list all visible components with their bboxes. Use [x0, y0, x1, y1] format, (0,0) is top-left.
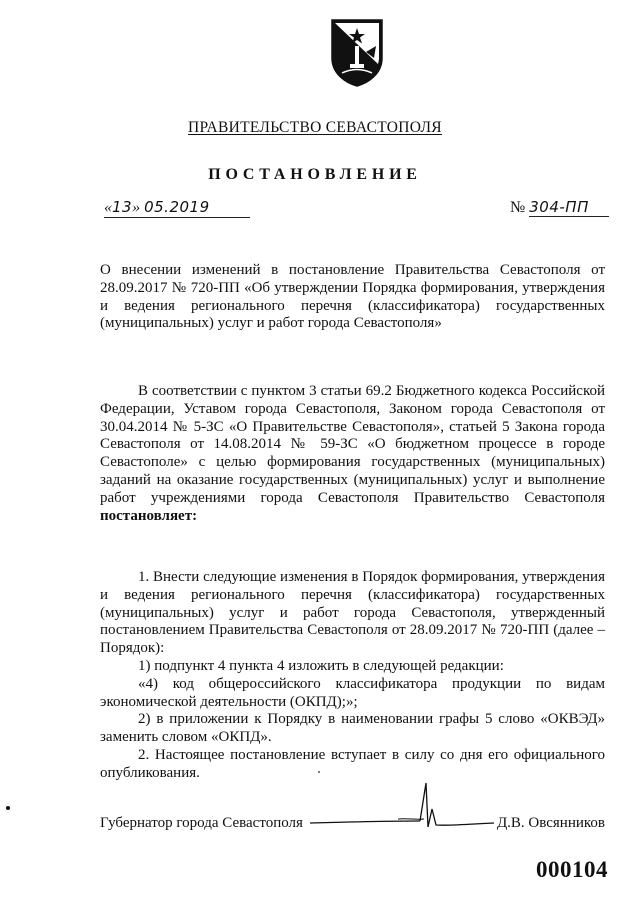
- decree-item: 2. Настоящее постановление вступает в силу со дня его официального опубликования.: [100, 746, 605, 781]
- document-number: [510, 198, 609, 217]
- date-close-quote: »: [132, 199, 141, 216]
- number-value: 304-ПП: [529, 198, 609, 217]
- preamble-text: В соответствии с пунктом 3 статьи 69.2 Бюджетного кодекса Российской Федерации, Уставом города Севастополя, Законом города Севастополя от 30.04.2014 № 5-ЗС «О Правительстве Севастополя», статьей 5 Закона города Севастополя от 14.08.2014 № 59-ЗС «О бюджетном процессе в городе Севастополе» с целью формирования государственных (муниципальных) заданий на оказание государственных (муниципальных) услуг и выполнение работ учреждениями города Севастополя Правительство Севастополя: [100, 383, 605, 506]
- signer-position: Губернатор города Севастополя: [100, 815, 303, 831]
- date-open-quote: «: [104, 199, 112, 216]
- date-day: 13: [112, 198, 133, 216]
- handwritten-signature: [308, 775, 498, 845]
- preamble: [100, 383, 605, 525]
- scan-mark: [6, 806, 10, 810]
- document-date: [104, 198, 250, 218]
- scan-mark: [318, 771, 320, 773]
- registration-number: 000104: [536, 857, 608, 882]
- decree-word: постановляет:: [100, 507, 198, 524]
- date-month-year: 05.2019: [144, 198, 210, 216]
- decree-item: «4) код общероссийского классификатора продукции по видам экономической деятельности (ОКПД);»;: [100, 675, 605, 710]
- signer-name: Д.В. Овсянников: [496, 815, 605, 831]
- document-type: ПОСТАНОВЛЕНИЕ: [208, 166, 422, 183]
- preamble-paragraph: [100, 383, 605, 525]
- subject-text: О внесении изменений в постановление Правительства Севастополя от 28.09.2017 № 720-ПП «Об утверждении Порядка формирования, утверждения и ведения регионального перечня (классификатора) государственных (муниципальных) услуг и работ города Севастополя»: [100, 262, 605, 332]
- decree-item: 1. Внести следующие изменения в Порядок формирования, утверждения и ведения регионального перечня (классификатора) государственных (муниципальных) услуг и работ города Севастополя, утвержденный постановлением Правительства Севастополя от 28.09.2017 № 720-ПП (далее – Порядок):: [100, 569, 605, 657]
- decree-items: [100, 569, 605, 783]
- decree-item: 2) в приложении к Порядку в наименовании графы 5 слово «ОКВЭД» заменить словом «ОКПД».: [100, 711, 605, 746]
- government-title: ПРАВИТЕЛЬСТВО СЕВАСТОПОЛЯ: [188, 119, 442, 136]
- number-label: №: [510, 199, 526, 216]
- sevastopol-coat-of-arms-icon: [330, 18, 384, 88]
- decree-item: 1) подпункт 4 пункта 4 изложить в следующей редакции:: [138, 657, 504, 674]
- document-subject: [100, 262, 605, 333]
